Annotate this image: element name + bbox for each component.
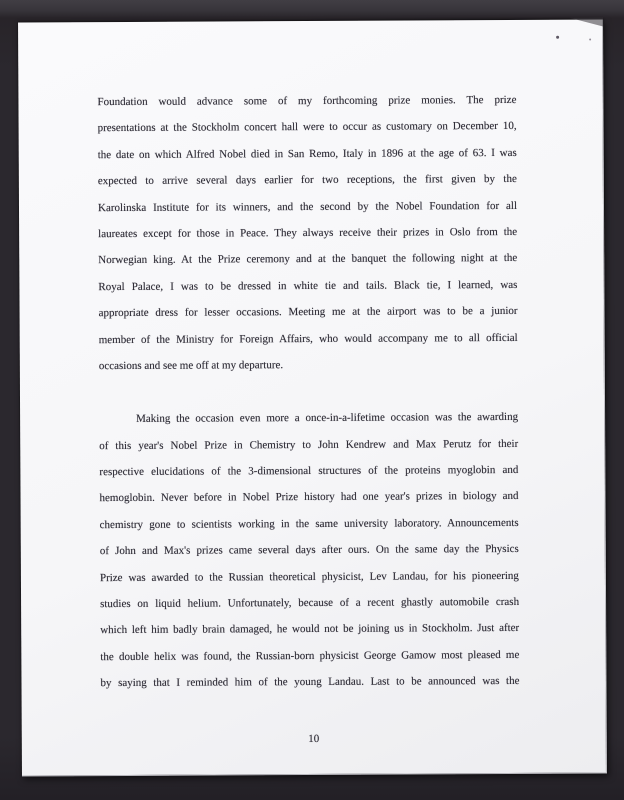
page-corner-shadow [569,17,603,26]
text-line: occasions and see me off at my departure. [98,359,284,373]
document-page [18,19,607,776]
text-line: of John and Max's prizes came several days after ours. On the same day the Physics [99,543,519,558]
text-line: respective elucidations of the 3-dimensional structures of the proteins myoglobin and [99,464,519,479]
text-line: of this year's Nobel Prize in Chemistry to John Kendrew and Max Perutz for their [99,437,519,452]
text-line: Foundation would advance some of my forthcoming prize monies. The prize [97,93,517,109]
text-line: hemoglobin. Never before in Nobel Prize history had one year's prizes in biology and [99,490,519,505]
text-line: Karolinska Institute for its winners, and the second by the Nobel Foundation for all [97,199,518,214]
text-line: which left him badly brain damaged, he would not be joining us in Stockholm. Just after [100,622,520,637]
page-number: 10 [308,732,320,746]
paragraph-2 [99,404,520,696]
text-line: expected to arrive several days earlier for two receptions, the first given by the [97,173,517,188]
text-line: the double helix was found, the Russian-born physicist George Gamow most pleased me [100,648,520,663]
text-line: member of the Ministry for Foreign Affairs, who would accompany me to all official [98,331,518,346]
text-line: chemistry gone to scientists working in the same university laboratory. Announcements [99,516,519,531]
text-line: Royal Palace, I was to be dressed in white tie and tails. Black tie, I learned, was [98,278,518,293]
text-line: appropriate dress for lesser occasions. Meeting me at the airport was to be a junior [98,305,518,320]
text-line: laureates except for those in Peace. They always receive their prizes in Oslo from the [98,225,518,241]
text-line: by saying that I reminded him of the young Landau. Last to be announced was the [100,675,520,690]
scan-speck [556,36,559,39]
text-line: the date on which Alfred Nobel died in San Remo, Italy in 1896 at the age of 63. I was [97,146,517,161]
text-line: Prize was awarded to the Russian theoretical physicist, Lev Landau, for his pioneering [99,569,519,584]
text-line: Norwegian king. At the Prize ceremony and at the banquet the following night at the [98,252,518,267]
paragraph-1 [97,87,518,379]
text-line: presentations at the Stockholm concert hall were to occur as customary on December 10, [97,120,517,135]
page-body-text [97,87,519,697]
text-line: Making the occasion even more a once-in-a-lifetime occasion was the awarding [136,411,519,426]
text-line: studies on liquid helium. Unfortunately, because of a recent ghastly automobile crash [100,595,520,611]
scan-speck [589,39,591,41]
